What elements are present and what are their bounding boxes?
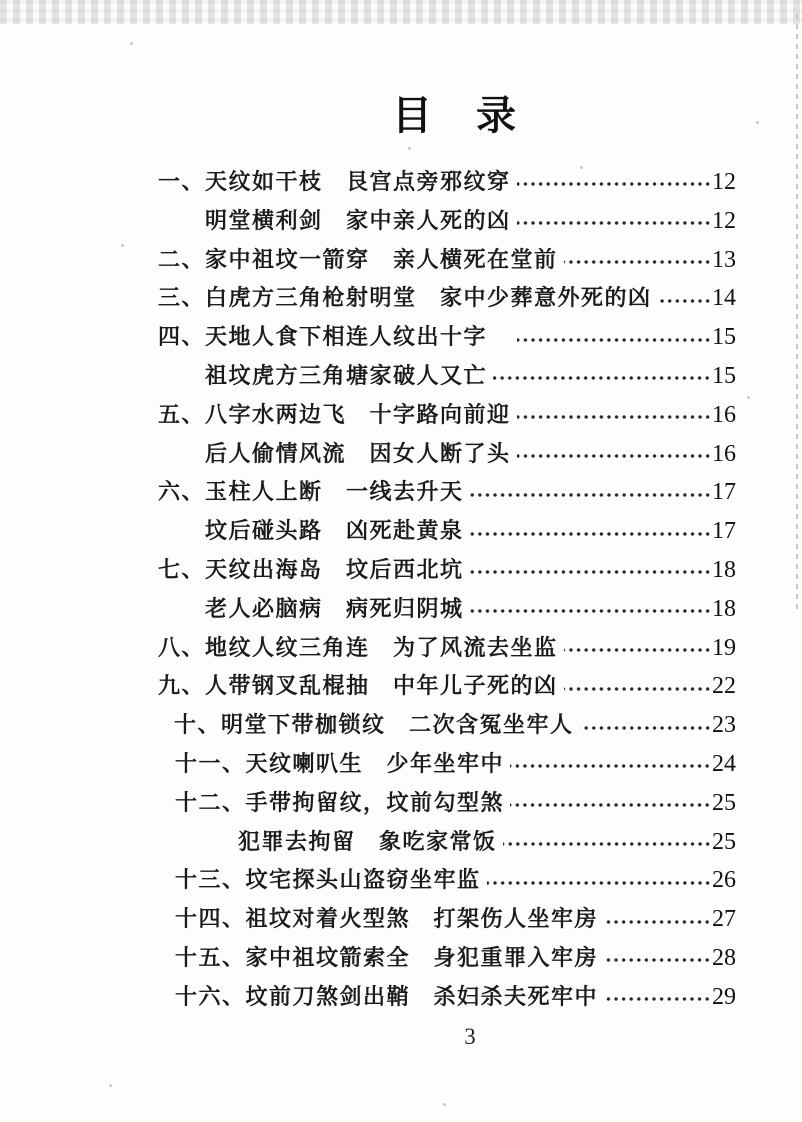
toc-entry-row xyxy=(0,512,736,551)
entry-page-number: 19 xyxy=(712,634,736,661)
toc-entry-row xyxy=(0,396,736,435)
entry-title: 天地人食下相连人纹出十字 xyxy=(205,324,511,350)
dot-leader xyxy=(517,448,711,464)
toc-entry-row xyxy=(0,667,736,706)
toc-entry-row xyxy=(0,706,736,745)
entry-page-number: 22 xyxy=(712,673,736,700)
toc-entry-row xyxy=(0,357,736,396)
dot-leader xyxy=(510,797,711,813)
entry-number: 七、 xyxy=(158,556,206,582)
dot-leader xyxy=(470,526,711,542)
entry-number: 十五、 xyxy=(175,944,246,970)
toc-entry-row xyxy=(0,823,736,862)
page-title: 目 录 xyxy=(392,93,518,138)
entry-number: 十四、 xyxy=(175,906,246,932)
entry-page-number: 18 xyxy=(712,595,736,622)
toc-entry-row xyxy=(0,279,736,318)
toc-entry-row xyxy=(0,163,736,202)
entry-number: 十二、 xyxy=(175,789,246,815)
entry-number: 五、 xyxy=(158,401,206,427)
toc-entry-row xyxy=(0,202,736,241)
entry-number: 九、 xyxy=(158,673,206,699)
entry-title: 人带钢叉乱棍抽 中年儿子死的凶 xyxy=(205,673,558,699)
entry-page-number: 28 xyxy=(712,944,736,971)
entry-number: 十三、 xyxy=(175,867,246,893)
toc-entry-row xyxy=(0,784,736,823)
scan-speck xyxy=(408,147,411,150)
entry-number: 四、 xyxy=(158,324,206,350)
entry-number: 三、 xyxy=(158,285,206,311)
table-of-contents xyxy=(0,163,736,1017)
dot-leader xyxy=(503,836,711,852)
toc-entry-row xyxy=(0,745,736,784)
entry-title: 白虎方三角枪射明堂 家中少葬意外死的凶 xyxy=(205,285,652,311)
toc-entry-row xyxy=(0,978,736,1017)
scan-speck xyxy=(443,1103,446,1106)
toc-entry-row xyxy=(0,629,736,668)
entry-title: 后人偷情风流 因女人断了头 xyxy=(205,440,511,466)
entry-title: 坟前刀煞剑出鞘 杀妇杀夫死牢中 xyxy=(245,983,599,1009)
dot-leader xyxy=(510,758,711,774)
entry-title: 八字水两边飞 十字路向前迎 xyxy=(205,401,511,427)
entry-title: 天纹喇叭生 少年坐牢中 xyxy=(245,750,505,776)
dot-leader xyxy=(470,487,711,503)
dot-leader xyxy=(564,254,711,270)
entry-title: 玉柱人上断 一线去升天 xyxy=(205,479,464,505)
entry-number: 二、 xyxy=(158,246,206,272)
dot-leader xyxy=(658,293,711,309)
entry-page-number: 14 xyxy=(712,285,736,312)
entry-number: 八、 xyxy=(158,634,206,660)
toc-entry-row xyxy=(0,590,736,629)
dot-leader xyxy=(604,991,711,1007)
entry-number: 十六、 xyxy=(175,983,246,1009)
toc-entry-row xyxy=(0,551,736,590)
entry-page-number: 12 xyxy=(712,169,736,195)
dot-leader xyxy=(580,720,711,736)
toc-entry-row xyxy=(0,861,736,900)
entry-title: 家中祖坟一箭穿 亲人横死在堂前 xyxy=(205,246,558,272)
entry-title: 家中祖坟箭索全 身犯重罪入牢房 xyxy=(245,944,599,970)
dot-leader xyxy=(564,642,711,658)
entry-page-number: 29 xyxy=(712,983,736,1010)
entry-number: 六、 xyxy=(158,479,206,505)
entry-title: 明堂横利剑 家中亲人死的凶 xyxy=(205,207,511,233)
toc-entry-row xyxy=(0,318,736,357)
toc-entry-row xyxy=(0,435,736,474)
entry-title: 祖坟虎方三角塘家破人又亡 xyxy=(205,362,488,388)
toc-entry-row xyxy=(0,939,736,978)
entry-page-number: 18 xyxy=(712,556,736,583)
entry-title: 天纹出海岛 坟后西北坑 xyxy=(205,556,464,582)
entry-number: 十、 xyxy=(174,712,222,738)
toc-entry-row xyxy=(0,241,736,280)
folio-page-number: 3 xyxy=(464,1024,476,1049)
scan-speck xyxy=(109,1084,112,1087)
entry-title: 明堂下带枷锁纹 二次含冤坐牢人 xyxy=(221,712,574,738)
entry-title: 坟宅探头山盗窃坐牢监 xyxy=(245,867,481,893)
dot-leader xyxy=(564,681,711,697)
entry-page-number: 15 xyxy=(712,362,736,389)
entry-page-number: 26 xyxy=(712,867,736,894)
dot-leader xyxy=(604,914,711,930)
scan-speck xyxy=(747,396,750,399)
entry-page-number: 16 xyxy=(712,401,736,428)
entry-page-number: 12 xyxy=(712,207,736,234)
entry-number: 一、 xyxy=(158,169,206,194)
entry-page-number: 24 xyxy=(712,750,736,777)
entry-page-number: 16 xyxy=(712,440,736,467)
entry-page-number: 17 xyxy=(712,518,736,545)
entry-title: 天纹如干枝 艮宫点旁邪纹穿 xyxy=(205,169,511,194)
entry-page-number: 27 xyxy=(712,906,736,933)
entry-number: 十一、 xyxy=(175,750,246,776)
dot-leader xyxy=(487,875,711,891)
entry-title: 坟后碰头路 凶死赴黄泉 xyxy=(205,518,464,544)
entry-title: 犯罪去拘留 象吃家常饭 xyxy=(238,828,497,854)
entry-page-number: 23 xyxy=(712,712,736,739)
entry-title: 地纹人纹三角连 为了风流去坐监 xyxy=(205,634,558,660)
entry-page-number: 25 xyxy=(712,828,736,855)
entry-page-number: 17 xyxy=(712,479,736,506)
dot-leader xyxy=(493,370,711,386)
scan-speck xyxy=(130,42,133,45)
dot-leader xyxy=(470,564,711,580)
scan-edge-top xyxy=(0,0,802,24)
entry-title: 祖坟对着火型煞 打架伤人坐牢房 xyxy=(245,906,599,932)
dot-leader xyxy=(470,603,711,619)
dot-leader xyxy=(517,332,711,348)
entry-page-number: 15 xyxy=(712,324,736,351)
entry-page-number: 25 xyxy=(712,789,736,816)
toc-entry-row xyxy=(0,473,736,512)
toc-entry-row xyxy=(0,900,736,939)
dot-leader xyxy=(604,952,711,968)
dot-leader xyxy=(517,176,711,192)
dot-leader xyxy=(517,409,711,425)
entry-page-number: 13 xyxy=(712,246,736,273)
dot-leader xyxy=(517,215,711,231)
entry-title: 老人必脑病 病死归阴城 xyxy=(205,595,464,621)
entry-title: 手带拘留纹，坟前勾型煞 xyxy=(245,789,505,815)
